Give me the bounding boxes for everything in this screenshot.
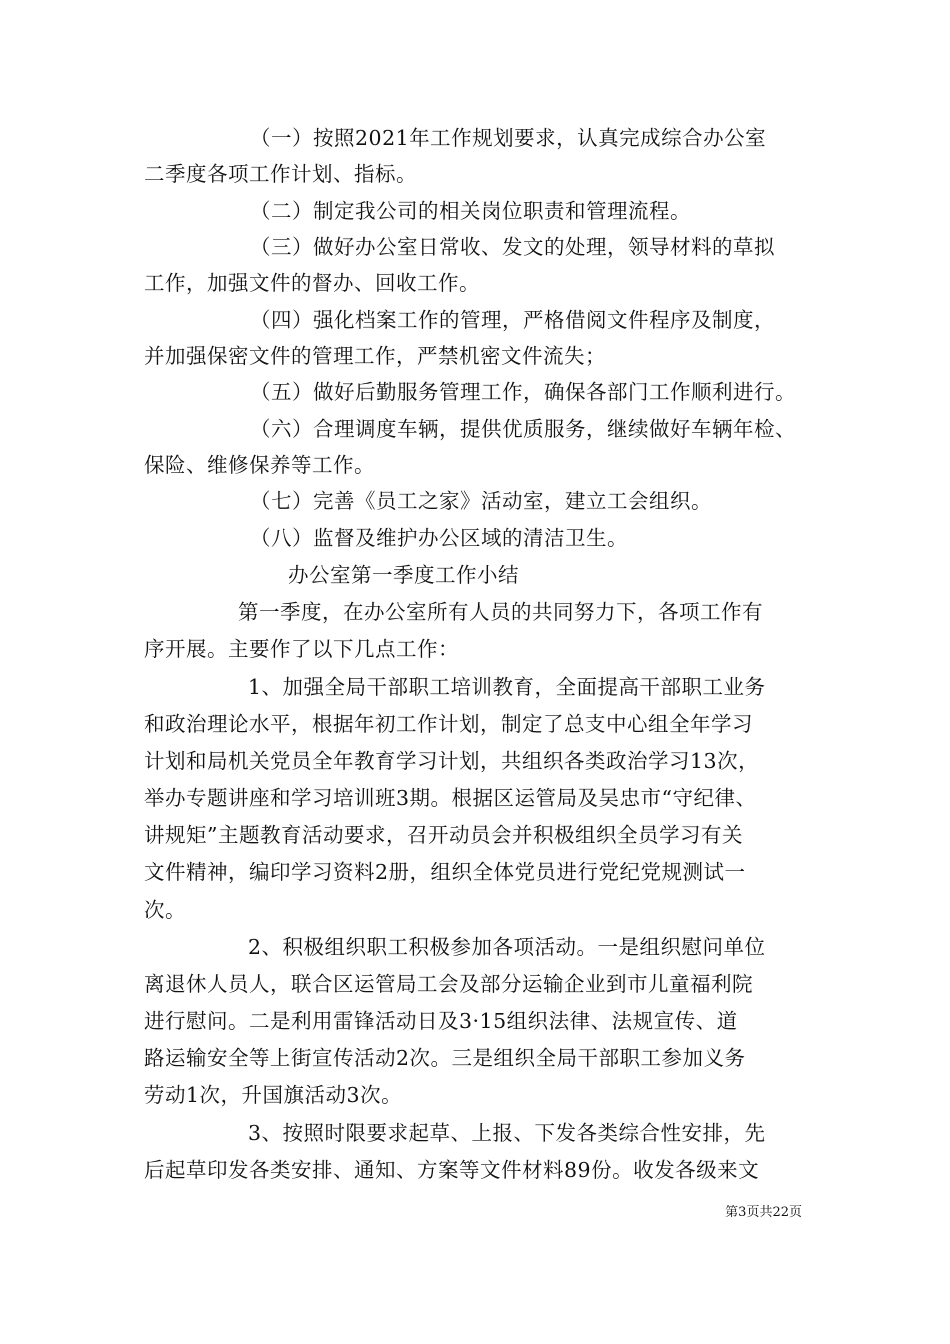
item-1-line-1: （一）按照2021年工作规划要求，认真完成综合办公室 <box>250 126 767 150</box>
item-8-line-1: （八）监督及维护办公区域的清洁卫生。 <box>250 526 628 550</box>
point1-line-2: 和政治理论水平，根据年初工作计划，制定了总支中心组全年学习 <box>144 712 753 736</box>
point2-line-2: 离退休人员人，联合区运管局工会及部分运输企业到市儿童福利院 <box>144 972 753 996</box>
item-5-line-1: （五）做好后勤服务管理工作，确保各部门工作顺利进行。 <box>250 380 796 404</box>
point2-line-4: 路运输安全等上街宣传活动2次。三是组织全局干部职工参加义务 <box>144 1046 746 1070</box>
point2-line-1: 2、积极组织职工积极参加各项活动。一是组织慰问单位 <box>248 935 766 959</box>
item-6-line-2: 保险、维修保养等工作。 <box>144 453 375 477</box>
item-7-line-1: （七）完善《员工之家》活动室，建立工会组织。 <box>250 489 712 513</box>
section-title: 办公室第一季度工作小结 <box>288 563 519 587</box>
intro-line-2: 序开展。主要作了以下几点工作： <box>144 637 459 661</box>
point1-line-4: 举办专题讲座和学习培训班3期。根据区运管局及吴忠市“守纪律、 <box>144 786 757 810</box>
point1-line-3: 计划和局机关党员全年教育学习计划，共组织各类政治学习13次， <box>144 749 760 773</box>
item-3-line-2: 工作，加强文件的督办、回收工作。 <box>144 271 480 295</box>
intro-line-1: 第一季度，在办公室所有人员的共同努力下，各项工作有 <box>238 600 763 624</box>
item-1-line-2: 二季度各项工作计划、指标。 <box>144 162 417 186</box>
point1-line-7: 次。 <box>144 898 186 922</box>
point3-line-1: 3、按照时限要求起草、上报、下发各类综合性安排，先 <box>248 1121 766 1145</box>
page-number-footer: 第3页共22页 <box>725 1205 802 1220</box>
point1-line-5: 讲规矩”主题教育活动要求，召开动员会并积极组织全员学习有关 <box>144 823 743 847</box>
item-4-line-2: 并加强保密文件的管理工作，严禁机密文件流失； <box>144 344 606 368</box>
item-3-line-1: （三）做好办公室日常收、发文的处理，领导材料的草拟 <box>250 235 775 259</box>
item-2-line-1: （二）制定我公司的相关岗位职责和管理流程。 <box>250 199 691 223</box>
item-4-line-1: （四）强化档案工作的管理，严格借阅文件程序及制度， <box>250 308 775 332</box>
point2-line-3: 进行慰问。二是利用雷锋活动日及3·15组织法律、法规宣传、道 <box>144 1009 738 1033</box>
point2-line-5: 劳动1次，升国旗活动3次。 <box>144 1083 403 1107</box>
point3-line-2: 后起草印发各类安排、通知、方案等文件材料89份。收发各级来文 <box>144 1158 760 1182</box>
point1-line-1: 1、加强全局干部职工培训教育，全面提高干部职工业务 <box>248 675 766 699</box>
item-6-line-1: （六）合理调度车辆，提供优质服务，继续做好车辆年检、 <box>250 417 796 441</box>
point1-line-6: 文件精神，编印学习资料2册，组织全体党员进行党纪党规测试一 <box>144 860 746 884</box>
